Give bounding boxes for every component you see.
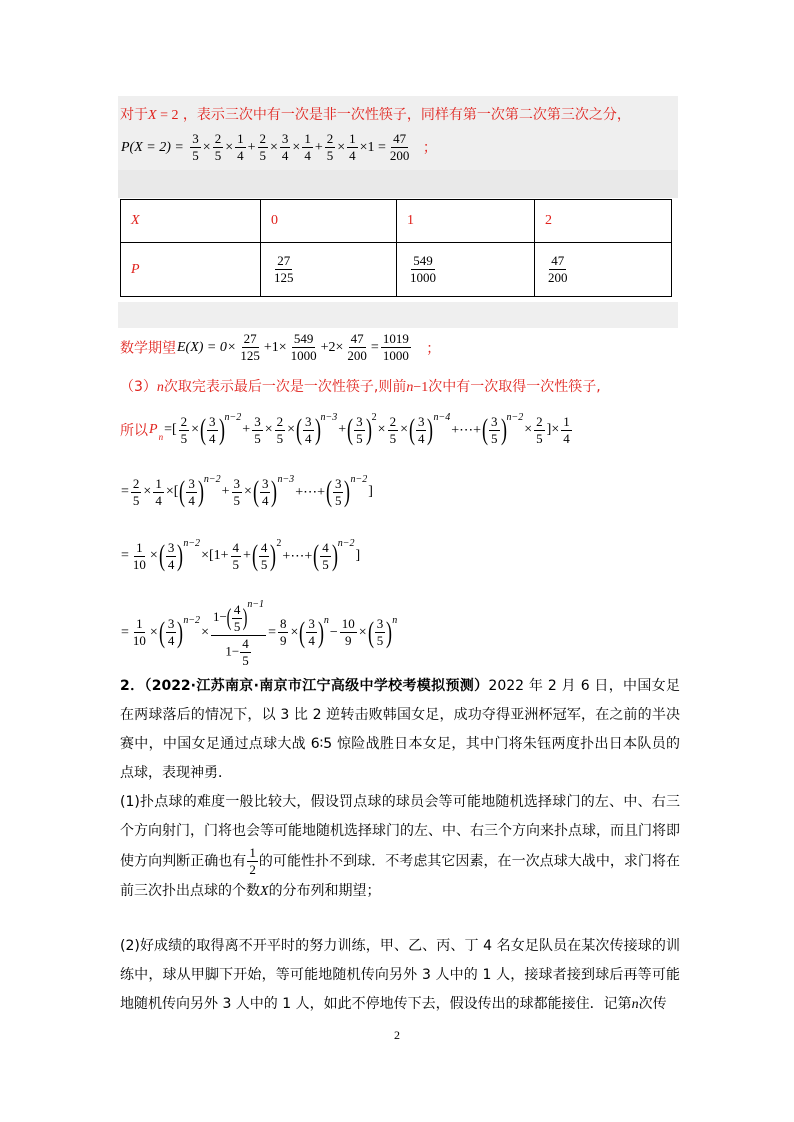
px2-lhs: P(X = 2) = <box>121 139 184 155</box>
x2-desc: ，表示三次中有一次是非一次性筷子，同样有第一次第二次第三次之分， <box>178 107 631 123</box>
problem-intro-text: 2022 年 2 月 6 日，中国女足在两球落后的情况下，以 3 比 2 逆转击败韩国女足，成功夺得亚洲杯冠军，在之前的半决赛中，中国女足通过点球大战 6∶5 惊险战胜日本女足，其中门将朱钰两度扑出日本队员的点球，表现神勇． <box>120 678 680 781</box>
table-row-p <box>121 243 672 297</box>
distribution-table <box>120 199 672 297</box>
x2-intro-line <box>120 104 631 124</box>
table-cell: P <box>121 243 261 297</box>
problem-number: 2． <box>120 678 145 694</box>
table-cell: $\frac{47}{200}$ <box>535 243 672 297</box>
eq-2: = 2 <box>156 108 179 123</box>
table-cell: $\frac{27}{125}$ <box>261 243 397 297</box>
pn-formula-line3: = $\frac{1}{10}$ ×( $\frac{3}{4}$ )$^{n-2}$×[1+ $\frac{4}{5}$ +( $\frac{4}{5}$ )$^2$+⋯+( $\frac{4}{5}$ )$^{n-2}$] <box>121 538 361 572</box>
pn-formula-line1: 所以$P_n=$[ $\frac{2}{5}$ ×( $\frac{3}{4}$ )$^{n-2}$+ $\frac{3}{5}$ × $\frac{2}{5}$ ×( $\frac{3}{4}$ )$^{n-3}$+( $\frac{3}{5}$ )$^2$× $\frac{2}{5}$ ×( $\frac{3}{4}$ )$^{n-4}$+⋯+( $\frac{3}{5}$ )$^{n-2}$× $\frac{2}{5}$ ]× $\frac{1}{4}$ <box>120 412 570 446</box>
var-x: X <box>148 108 157 123</box>
problem-source: （2022·江苏南京·南京市江宁高级中学校考模拟预测） <box>144 678 489 694</box>
problem2-q1: (1)扑点球的难度一般比较大，假设罚点球的球员会等可能地随机选择球门的左、中、右三个方向射门，门将也会等可能地随机选择球门的左、中、右三个方向来扑点球，而且门将即使方向判断正确也有 $\frac{1}{2}$ 的可能性扑不到球．不考虑其它因素，在一次点球大战中，求门将在前三次扑出点球的个数X的分布列和期望； <box>120 794 681 899</box>
table-cell: 2 <box>535 200 672 243</box>
table-cell: X <box>121 200 261 243</box>
table-row-x <box>121 200 672 243</box>
x2-prefix: 对于 <box>120 107 148 123</box>
part3-line: （3）n次取完表示最后一次是一次性筷子,则前n−1次中有一次取得一次性筷子, <box>120 379 601 395</box>
table-cell: 1 <box>397 200 535 243</box>
page-number: 2 <box>394 1028 400 1042</box>
table-cell: 0 <box>261 200 397 243</box>
problem2-intro <box>120 672 680 788</box>
problem2-q2: (2)好成绩的取得离不开平时的努力训练，甲、乙、丙、丁 4 名女足队员在某次传接球的训练中，球从甲脚下开始，等可能地随机传向另外 3 人中的 1 人，接球者接到球后再等可能地随机传向另外 3 人中的 1 人，如此不停地传下去，假设传出的球都能接住．记第n次传 <box>120 938 680 1012</box>
table-cell: $\frac{549}{1000}$ <box>397 243 535 297</box>
pn-formula-line2: = $\frac{2}{5}$ × $\frac{1}{4}$ ×[( $\frac{3}{4}$ )$^{n-2}$+ $\frac{3}{5}$ ×( $\frac{3}{4}$ )$^{n-3}$+⋯+( $\frac{3}{5}$ )$^{n-2}$] <box>121 474 373 508</box>
expectation-line: 数学期望E(X) = 0× $\frac{27}{125}$ +1× $\frac{549}{1000}$ +2× $\frac{47}{200}$ = $\frac{1019}{1000}$ ； <box>120 331 441 363</box>
px2-formula: P(X = 2) = $\frac{3}{5}$ × $\frac{2}{5}$ × $\frac{1}{4}$ + $\frac{2}{5}$ × $\frac{3}{4}$ × $\frac{1}{4}$ + $\frac{2}{5}$ × $\frac{1}{4}$ ×1 = $\frac{47}{200}$ ； <box>121 131 437 163</box>
highlight-band <box>118 170 678 198</box>
pn-formula-line4: = $\frac{1}{10}$ ×( $\frac{3}{4}$ )$^{n-2}$× 1−( $\frac{4}{5}$ )$^{n-1}$ 1− $\frac{4}{5}$ = $\frac{8}{9}$ ×( $\frac{3}{4}$ )$^n$− $\frac{10}{9}$ ×( $\frac{3}{5}$ )$^n$ <box>121 599 398 668</box>
expectation-prefix: 数学期望 <box>120 340 176 357</box>
highlight-band <box>118 302 678 328</box>
